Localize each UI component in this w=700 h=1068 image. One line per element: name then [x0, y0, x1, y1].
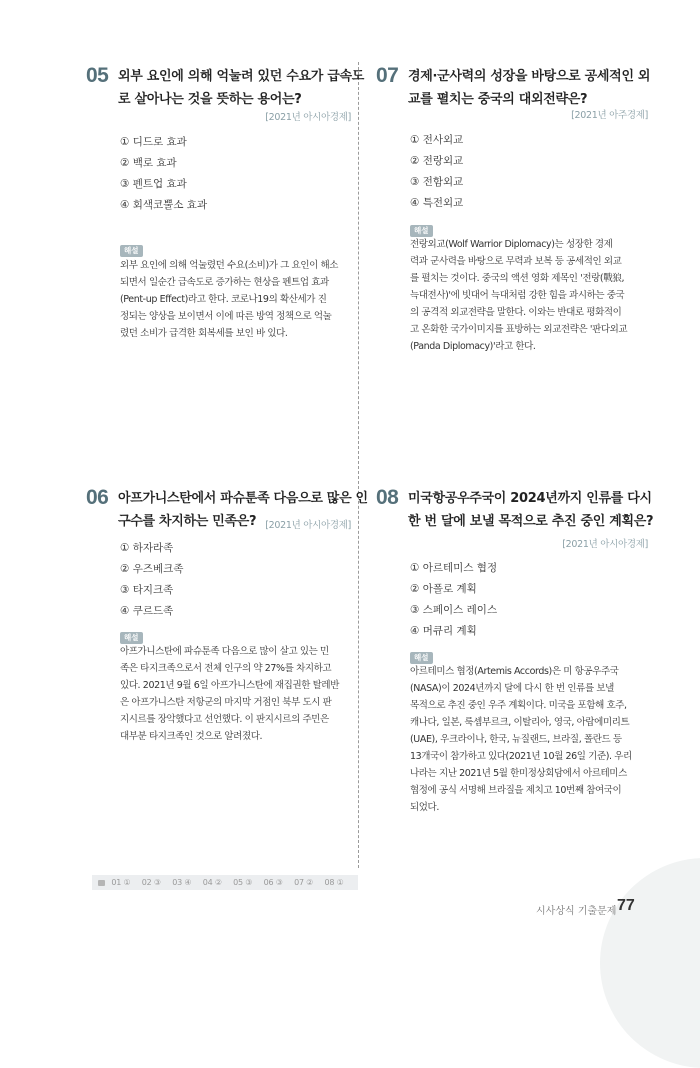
explanation-tag: 해설: [410, 225, 433, 237]
question-number: 05: [86, 64, 109, 87]
source-tag: [2021년 아주경제]: [571, 110, 648, 121]
page-number: 77: [617, 897, 635, 914]
options-list: [120, 538, 183, 622]
question-text: [408, 65, 650, 111]
question-line: 교를 펼치는 중국의 대외전략은?: [408, 92, 588, 107]
answer-item: 04 ②: [202, 878, 222, 887]
question-06: [86, 486, 368, 756]
option: ① 하자라족: [120, 542, 174, 554]
explanation: [120, 643, 339, 745]
explanation-line: 족은 타지크족으로서 전체 인구의 약 27%를 차지하고: [120, 663, 332, 674]
source-tag: [2021년 아시아경제]: [265, 520, 351, 531]
option: ① 디드로 효과: [120, 136, 187, 148]
answer-item: 06 ③: [263, 878, 283, 887]
explanation-line: 아프가니스탄에 파슈툰족 다음으로 많이 살고 있는 민: [120, 646, 329, 657]
explanation-line: 되면서 일순간 급속도로 증가하는 현상을 펜트업 효과: [120, 277, 329, 288]
explanation-line: 정되는 양상을 보이면서 이에 따른 방역 정책으로 억눌: [120, 311, 332, 322]
question-text: [118, 65, 364, 111]
option: ③ 전함외교: [410, 176, 464, 188]
question-line: 경제·군사력의 성장을 바탕으로 공세적인 외: [408, 69, 651, 84]
explanation-line: 외부 요인에 의해 억눌렸던 수요(소비)가 그 요인이 해소: [120, 260, 339, 271]
question-number: 08: [376, 486, 399, 509]
option: ② 우즈베크족: [120, 563, 184, 575]
option: ④ 회색코뿔소 효과: [120, 199, 208, 211]
explanation-line: (Panda Diplomacy)'라고 한다.: [410, 341, 536, 352]
option: ③ 스페이스 레이스: [410, 604, 498, 616]
answer-key: [92, 875, 358, 890]
option: ③ 타지크족: [120, 584, 174, 596]
explanation-line: 13개국이 참가하고 있다(2021년 10월 26일 기준). 우리: [410, 751, 632, 762]
answer-item: 03 ④: [172, 878, 192, 887]
explanation: [410, 236, 627, 355]
answer-item: 05 ③: [233, 878, 253, 887]
explanation-tag: 해설: [120, 245, 143, 257]
option: ④ 특전외교: [410, 197, 464, 209]
explanation-line: 은 아프가니스탄 저항군의 마지막 거점인 북부 도시 판: [120, 697, 332, 708]
explanation-line: (UAE), 우크라이나, 한국, 뉴질랜드, 브라질, 폴란드 등: [410, 734, 622, 745]
explanation-line: 되었다.: [410, 802, 439, 813]
explanation-line: 력과 군사력을 바탕으로 무력과 보복 등 공세적인 외교: [410, 256, 622, 267]
option: ② 백로 효과: [120, 157, 177, 169]
explanation: [410, 663, 632, 816]
explanation-line: 전랑외교(Wolf Warrior Diplomacy)는 성장한 경제: [410, 239, 613, 250]
explanation-line: (Pent-up Effect)라고 한다. 코로나19의 확산세가 진: [120, 294, 327, 305]
explanation-line: 있다. 2021년 9월 6일 아프가니스탄에 재집권한 탈레반: [120, 680, 339, 691]
question-line: 한 번 달에 보낼 목적으로 추진 중인 계획은?: [408, 514, 654, 529]
question-line: 아프가니스탄에서 파슈툰족 다음으로 많은 인: [118, 491, 368, 506]
explanation-line: 지시르를 장악했다고 선언했다. 이 판지시르의 주민은: [120, 714, 329, 725]
question-line: 로 살아나는 것을 뜻하는 용어는?: [118, 92, 302, 107]
explanation-line: 협정에 공식 서명해 브라질을 제치고 10번째 참여국이: [410, 785, 622, 796]
options-list: [120, 132, 207, 216]
explanation-line: 를 펼치는 것이다. 중국의 액션 영화 제목인 '전랑(戰狼,: [410, 273, 625, 284]
option: ④ 쿠르드족: [120, 605, 174, 617]
question-line: 구수를 차지하는 민족은?: [118, 514, 257, 529]
explanation-tag: 해설: [120, 632, 143, 644]
explanation-line: 고 온화한 국가이미지를 표방하는 외교전략은 '판다외교: [410, 324, 628, 335]
explanation-line: 목적으로 추진 중인 우주 계획이다. 미국을 포함해 호주,: [410, 700, 627, 711]
question-line: 외부 요인에 의해 억눌려 있던 수요가 급속도: [118, 69, 364, 84]
question-05: [86, 64, 364, 354]
explanation-line: 나라는 지난 2021년 5월 한미정상회담에서 아르테미스: [410, 768, 627, 779]
explanation-tag: 해설: [410, 652, 433, 664]
question-number: 07: [376, 64, 399, 87]
explanation-line: (NASA)이 2024년까지 달에 다시 한 번 인류를 보낼: [410, 683, 614, 694]
answer-item: 08 ①: [324, 878, 344, 887]
corner-decoration: [600, 858, 700, 1068]
explanation-line: 렸던 소비가 급격한 회복세를 보인 바 있다.: [120, 328, 288, 339]
option: ③ 펜트업 효과: [120, 178, 187, 190]
explanation-line: 대부분 타지크족인 것으로 알려졌다.: [120, 731, 263, 742]
lock-icon: [98, 880, 105, 886]
explanation-line: 아르테미스 협정(Artemis Accords)은 미 항공우주국: [410, 666, 619, 677]
option: ② 아폴로 계획: [410, 583, 477, 595]
explanation-line: 캐나다, 일본, 룩셈부르크, 이탈리아, 영국, 아랍에미리트: [410, 717, 630, 728]
option: ① 아르테미스 협정: [410, 562, 498, 574]
question-number: 06: [86, 486, 109, 509]
answer-item: 01 ①: [111, 878, 131, 887]
explanation: [120, 257, 338, 342]
explanation-line: 늑대전사)'에 빗대어 늑대처럼 강한 힘을 과시하는 중국: [410, 290, 625, 301]
option: ① 전사외교: [410, 134, 464, 146]
source-tag: [2021년 아시아경제]: [265, 112, 351, 123]
question-text: [408, 487, 653, 533]
footer-section-label: 시사상식 기출문제: [536, 906, 617, 917]
explanation-line: 의 공격적 외교전략을 말한다. 이와는 반대로 평화적이: [410, 307, 622, 318]
option: ④ 머큐리 계획: [410, 625, 477, 637]
column-divider: [358, 62, 359, 868]
source-tag: [2021년 아시아경제]: [562, 539, 648, 550]
question-line: 미국항공우주국이 2024년까지 인류를 다시: [408, 491, 652, 506]
answer-item: 02 ③: [141, 878, 161, 887]
options-list: [410, 558, 497, 642]
answer-item: 07 ②: [294, 878, 314, 887]
question-07: [376, 64, 651, 364]
option: ② 전랑외교: [410, 155, 464, 167]
options-list: [410, 130, 463, 214]
question-08: [376, 486, 654, 816]
